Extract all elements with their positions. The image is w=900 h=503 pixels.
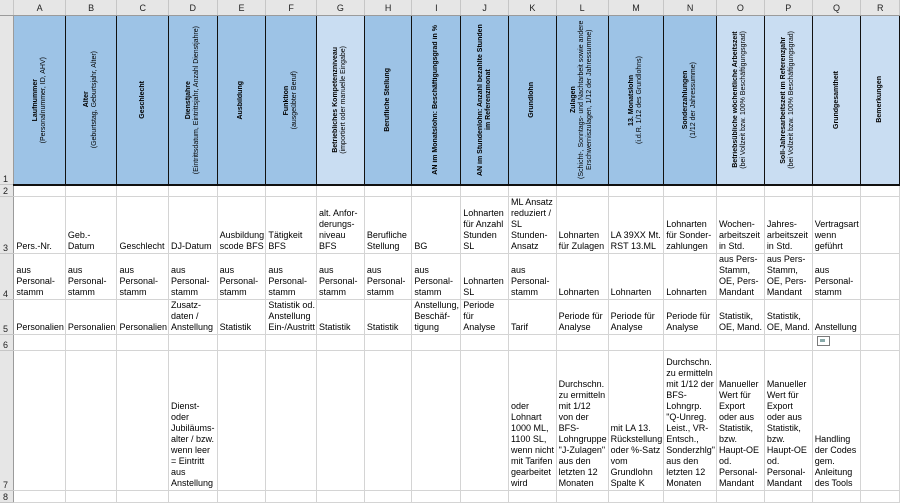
cell-a4[interactable]: aus Personal-stamm	[14, 254, 66, 300]
column-header-q[interactable]: Q	[812, 0, 861, 16]
cell-e4[interactable]: aus Personal-stamm	[217, 254, 266, 300]
header-title: AN im Monatslohn: Beschäftigungsgrad in %	[432, 24, 440, 175]
cell[interactable]	[14, 185, 66, 197]
cell[interactable]	[266, 491, 317, 503]
cell-o3[interactable]: Wochen-arbeitszeit in Std.	[716, 197, 764, 254]
cell-h4[interactable]: aus Personal-stamm	[364, 254, 412, 300]
cell-c7[interactable]	[117, 351, 169, 491]
cell[interactable]	[412, 185, 461, 197]
cell-r5[interactable]	[861, 300, 900, 335]
header-cell-r[interactable]	[861, 16, 900, 185]
cell-o7[interactable]: Manueller Wert für Export oder aus Statistik, bzw. Haupt-OE od. Personal-Mandant	[716, 351, 764, 491]
row-header-5[interactable]: 5	[0, 300, 14, 335]
header-cell-n[interactable]	[664, 16, 717, 185]
cell-l3[interactable]: Lohnarten für Zulagen	[556, 197, 608, 254]
cell[interactable]	[217, 185, 266, 197]
header-title: Alter	[83, 91, 91, 108]
header-subtitle: (ausgeübter Beruf)	[291, 70, 299, 129]
cell-q5[interactable]: Anstellung	[812, 300, 861, 335]
header-cell-b[interactable]	[65, 16, 117, 185]
paste-options-icon[interactable]	[817, 336, 830, 346]
cell[interactable]	[316, 335, 364, 351]
cell-m5[interactable]: Periode für Analyse	[608, 300, 664, 335]
column-header-k[interactable]: K	[509, 0, 557, 16]
cell[interactable]	[65, 185, 117, 197]
header-title: Berufliche Stellung	[384, 67, 392, 132]
sheet-row-5	[0, 300, 900, 335]
cell[interactable]	[509, 335, 557, 351]
cell[interactable]	[461, 491, 509, 503]
cell-r3[interactable]	[861, 197, 900, 254]
header-title: Funktion	[283, 84, 291, 115]
header-title: Sonderzahlungen	[682, 70, 690, 130]
header-title: Betriebsübliche wöchentliche Arbeitszeit	[732, 31, 740, 168]
cell[interactable]	[764, 335, 812, 351]
cell[interactable]	[664, 185, 717, 197]
header-title: AN im Stundenlohn: Anzahl bezahlte Stunden im Referenzmonat	[476, 23, 492, 176]
column-header-m[interactable]: M	[608, 0, 664, 16]
column-header-l[interactable]: L	[556, 0, 608, 16]
cell[interactable]	[316, 185, 364, 197]
cell[interactable]	[412, 491, 461, 503]
cell[interactable]	[364, 185, 412, 197]
cell-h7[interactable]	[364, 351, 412, 491]
column-header-f[interactable]: F	[266, 0, 317, 16]
header-cell-l[interactable]	[556, 16, 608, 185]
row-header-6[interactable]: 6	[0, 335, 14, 351]
header-subtitle: (bei Vollzeit bzw. 100% Beschäftigungsgrad)	[740, 30, 748, 169]
column-header-n[interactable]: N	[664, 0, 717, 16]
cell[interactable]	[266, 185, 317, 197]
header-title: Soll-Jahresarbeitszeit im Referenzjahr	[780, 36, 788, 164]
cell[interactable]	[316, 491, 364, 503]
cell[interactable]	[764, 491, 812, 503]
sheet-row-7	[0, 351, 900, 491]
cell-r7[interactable]	[861, 351, 900, 491]
cell-e7[interactable]	[217, 351, 266, 491]
cell-h3[interactable]: Berufliche Stellung	[364, 197, 412, 254]
cell-f4[interactable]: aus Personal-stamm	[266, 254, 317, 300]
cell-l5[interactable]: Periode für Analyse	[556, 300, 608, 335]
cell-i3[interactable]: BG	[412, 197, 461, 254]
cell-c3[interactable]: Geschlecht	[117, 197, 169, 254]
cell[interactable]	[509, 491, 557, 503]
cell[interactable]	[716, 335, 764, 351]
header-cell-q[interactable]	[812, 16, 861, 185]
header-cell-o[interactable]	[716, 16, 764, 185]
cell-f3[interactable]: Tätigkeit BFS	[266, 197, 317, 254]
cell-b4[interactable]: aus Personal-stamm	[65, 254, 117, 300]
row-header-8[interactable]: 8	[0, 491, 14, 503]
cell-q3[interactable]: Vertragsart wenn geführt	[812, 197, 861, 254]
cell-l4[interactable]: Lohnarten	[556, 254, 608, 300]
column-header-d[interactable]: D	[168, 0, 217, 16]
header-title: Betriebliches Kompetenzniveau	[332, 46, 340, 153]
column-header-g[interactable]: G	[316, 0, 364, 16]
cell-n3[interactable]: Lohnarten für Sonder-zahlungen	[664, 197, 717, 254]
cell[interactable]	[861, 491, 900, 503]
cell-a7[interactable]	[14, 351, 66, 491]
sheet-row-4	[0, 254, 900, 300]
cell-d5[interactable]: Zusatz-daten / Anstellung	[168, 300, 217, 335]
header-cell-g[interactable]	[316, 16, 364, 185]
cell[interactable]	[608, 185, 664, 197]
cell[interactable]	[364, 491, 412, 503]
cell-p4[interactable]: aus Pers-Stamm, OE, Pers-Mandant	[764, 254, 812, 300]
cell[interactable]	[14, 335, 66, 351]
cell-d4[interactable]: aus Personal-stamm	[168, 254, 217, 300]
cell-k3[interactable]: ML Ansatz reduziert / SL Stunden-Ansatz	[509, 197, 557, 254]
header-title: Grundlohn	[528, 81, 536, 118]
cell-o5[interactable]: Statistik, OE, Mand.	[716, 300, 764, 335]
column-header-j[interactable]: J	[461, 0, 509, 16]
header-cell-c[interactable]	[117, 16, 169, 185]
column-header-e[interactable]: E	[217, 0, 266, 16]
cell[interactable]	[664, 491, 717, 503]
cell[interactable]	[217, 491, 266, 503]
cell[interactable]	[608, 335, 664, 351]
header-title: Bemerkungen	[876, 76, 884, 124]
column-header-o[interactable]: O	[716, 0, 764, 16]
cell-i5[interactable]: Anstellung, Beschäf-tigung	[412, 300, 461, 335]
cell-j5[interactable]: Periode für Analyse	[461, 300, 509, 335]
cell-m7[interactable]: mit LA 13. Rückstellung oder %-Satz vom Grundlohn Spalte K	[608, 351, 664, 491]
row-header-4[interactable]: 4	[0, 254, 14, 300]
sheet-row-1	[0, 16, 900, 185]
header-subtitle: (Schicht-, Sonntags- und Nachtarbeit sowie andere Erschwerniszulagen, 1/12 der Jahressumme)	[578, 20, 594, 179]
cell[interactable]	[861, 335, 900, 351]
header-title: Zulagen	[570, 86, 578, 114]
cell-r4[interactable]	[861, 254, 900, 300]
header-subtitle: (Eintrittsdatum, Eintrittsjahr, Anzahl Dienstjahre)	[192, 25, 200, 174]
cell-n4[interactable]: Lohnarten	[664, 254, 717, 300]
cell-k7[interactable]: oder Lohnart 1000 ML, 1100 SL, wenn nicht mit Tarifen gearbeitet wird	[509, 351, 557, 491]
cell-j3[interactable]: Lohnarten für Anzahl Stunden SL	[461, 197, 509, 254]
header-subtitle: (Geburtstag, Geburtsjahr, Alter)	[91, 51, 99, 149]
cell-g5[interactable]: Statistik	[316, 300, 364, 335]
cell-j4[interactable]: Lohnarten SL	[461, 254, 509, 300]
cell-p5[interactable]: Statistik, OE, Mand.	[764, 300, 812, 335]
column-header-i[interactable]: I	[412, 0, 461, 16]
cell-i7[interactable]	[412, 351, 461, 491]
cell-q7[interactable]: Handling der Codes gem. Anleitung des Tools	[812, 351, 861, 491]
cell[interactable]	[716, 185, 764, 197]
cell-i4[interactable]: aus Personal-stamm	[412, 254, 461, 300]
cell-g4[interactable]: aus Personal-stamm	[316, 254, 364, 300]
cell-h5[interactable]: Statistik	[364, 300, 412, 335]
cell-f5[interactable]: Statistik od. Anstellung Ein-/Austritt	[266, 300, 317, 335]
cell-j7[interactable]	[461, 351, 509, 491]
header-subtitle: (bei Vollzeit bzw. 100% Beschäftigungsgrad)	[788, 30, 796, 169]
cell[interactable]	[556, 335, 608, 351]
cell-g7[interactable]	[316, 351, 364, 491]
header-title: Dienstjahre	[184, 80, 192, 119]
cell-n5[interactable]: Periode für Analyse	[664, 300, 717, 335]
header-title: Laufnummer	[31, 78, 39, 121]
header-title: Ausbildung	[237, 80, 245, 119]
header-cell-m[interactable]	[608, 16, 664, 185]
header-cell-f[interactable]	[266, 16, 317, 185]
cell-c4[interactable]: aus Personal-stamm	[117, 254, 169, 300]
cell-q4[interactable]: aus Personal-stamm	[812, 254, 861, 300]
cell[interactable]	[608, 491, 664, 503]
header-cell-e[interactable]	[217, 16, 266, 185]
cell[interactable]	[664, 335, 717, 351]
sheet-row-3	[0, 197, 900, 254]
select-all-corner[interactable]	[0, 0, 14, 16]
cell-n7[interactable]: Durchschn. zu ermitteln mit 1/12 der BFS-Lohngrp. "Q-Unreg. Leist., VR-Entsch., Sonderzhlg" aus den letzten 12 Monaten	[664, 351, 717, 491]
cell[interactable]	[556, 185, 608, 197]
sheet-row-2	[0, 185, 900, 197]
sheet-row-6	[0, 335, 900, 351]
cell[interactable]	[168, 185, 217, 197]
cell[interactable]	[266, 335, 317, 351]
header-cell-h[interactable]	[364, 16, 412, 185]
header-title: Grundgesamtheit	[832, 70, 840, 129]
header-cell-d[interactable]	[168, 16, 217, 185]
cell[interactable]	[812, 185, 861, 197]
header-subtitle: (importiert oder manuelle Eingabe)	[340, 45, 348, 154]
cell[interactable]	[556, 491, 608, 503]
cell-b5[interactable]: Personalien	[65, 300, 117, 335]
column-header-p[interactable]: P	[764, 0, 812, 16]
header-cell-i[interactable]	[412, 16, 461, 185]
cell-b3[interactable]: Geb.-Datum	[65, 197, 117, 254]
cell-k5[interactable]: Tarif	[509, 300, 557, 335]
cell-g3[interactable]: alt. Anfor-derungs-niveau BFS	[316, 197, 364, 254]
cell[interactable]	[764, 185, 812, 197]
cell[interactable]	[509, 185, 557, 197]
cell[interactable]	[364, 335, 412, 351]
cell[interactable]	[65, 335, 117, 351]
cell-p7[interactable]: Manueller Wert für Export oder aus Statistik, bzw. Haupt-OE od. Personal-Mandant	[764, 351, 812, 491]
cell[interactable]	[117, 185, 169, 197]
cell-b7[interactable]	[65, 351, 117, 491]
cell[interactable]	[461, 335, 509, 351]
header-cell-k[interactable]	[509, 16, 557, 185]
cell[interactable]	[14, 491, 66, 503]
header-cell-p[interactable]	[764, 16, 812, 185]
column-header-c[interactable]: C	[117, 0, 169, 16]
cell-a3[interactable]: Pers.-Nr.	[14, 197, 66, 254]
cell-k4[interactable]: aus Personal-stamm	[509, 254, 557, 300]
cell-c5[interactable]: Personalien	[117, 300, 169, 335]
cell-d7[interactable]: Dienst-oder Jubiläums-alter / bzw. wenn leer = Eintritt aus Anstellung	[168, 351, 217, 491]
row-header-1[interactable]: 1	[0, 16, 14, 185]
cell[interactable]	[168, 335, 217, 351]
cell[interactable]	[716, 491, 764, 503]
column-header-b[interactable]: B	[65, 0, 117, 16]
header-title: 13. Monatslohn	[627, 74, 635, 126]
header-subtitle: (1/12 der Jahressumme)	[690, 61, 698, 138]
cell-m4[interactable]: Lohnarten	[608, 254, 664, 300]
column-header-a[interactable]: A	[14, 0, 66, 16]
cell[interactable]	[117, 335, 169, 351]
cell[interactable]	[861, 185, 900, 197]
column-header-row	[0, 0, 900, 16]
header-subtitle: (Personalnummer, ID, AHV)	[39, 56, 47, 143]
header-title: Geschlecht	[138, 80, 146, 119]
cell-e3[interactable]: Ausbildung scode BFS	[217, 197, 266, 254]
cell-m3[interactable]: LA 39XX Mt. RST 13.ML	[608, 197, 664, 254]
sheet-row-8	[0, 491, 900, 503]
cell[interactable]	[117, 491, 169, 503]
cell[interactable]	[412, 335, 461, 351]
cell-d3[interactable]: DJ-Datum	[168, 197, 217, 254]
header-subtitle: (i.d.R. 1/12 des Grundlohns)	[635, 55, 643, 144]
column-header-r[interactable]: R	[861, 0, 900, 16]
cell-a5[interactable]: Personalien	[14, 300, 66, 335]
cell-e5[interactable]: Statistik	[217, 300, 266, 335]
row-header-2[interactable]: 2	[0, 185, 14, 197]
cell[interactable]	[461, 185, 509, 197]
cell-l7[interactable]: Durchschn. zu ermitteln mit 1/12 von der BFS-Lohngruppe "J-Zulagen" aus den letzten 12 Monaten	[556, 351, 608, 491]
row-header-3[interactable]: 3	[0, 197, 14, 254]
column-header-h[interactable]: H	[364, 0, 412, 16]
cell[interactable]	[812, 491, 861, 503]
cell-q6[interactable]	[812, 335, 861, 351]
cell[interactable]	[65, 491, 117, 503]
cell-o4[interactable]: aus Pers-Stamm, OE, Pers-Mandant	[716, 254, 764, 300]
cell[interactable]	[168, 491, 217, 503]
cell[interactable]	[217, 335, 266, 351]
cell-p3[interactable]: Jahres-arbeitszeit in Std.	[764, 197, 812, 254]
cell-f7[interactable]	[266, 351, 317, 491]
header-cell-j[interactable]	[461, 16, 509, 185]
row-header-7[interactable]: 7	[0, 351, 14, 491]
header-cell-a[interactable]	[14, 16, 66, 185]
